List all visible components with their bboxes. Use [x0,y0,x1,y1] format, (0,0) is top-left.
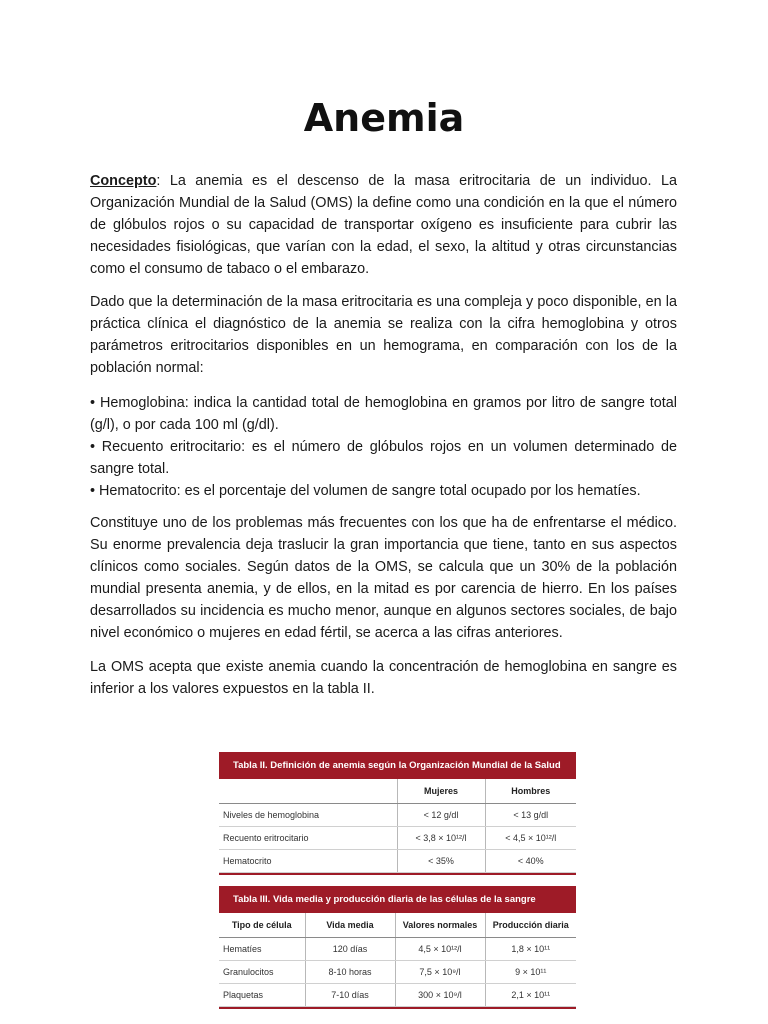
table-cell: 7,5 × 10⁹/l [395,961,485,984]
column-header [219,779,397,804]
table-row [219,938,576,961]
table-bottom-rule [219,1007,576,1009]
table-cell: 4,5 × 10¹²/l [395,938,485,961]
oms-text: La OMS acepta que existe anemia cuando la concentración de hemoglobina en sangre es inferior a los valores expuestos en la tabla II. [90,659,677,697]
column-header: Valores normales [395,913,485,938]
table-bottom-rule [219,873,576,875]
table-cell: < 4,5 × 10¹²/l [485,827,576,850]
table-cell: Granulocitos [219,961,305,984]
table-cell: < 12 g/dl [397,804,485,827]
column-header: Vida media [305,913,395,938]
diagnosis-paragraph [90,291,677,379]
table-title: Tabla II. Definición de anemia según la Organización Mundial de la Salud [219,752,576,779]
table-cell: Hematíes [219,938,305,961]
table-row [219,850,576,873]
table-cell: 120 días [305,938,395,961]
oms-paragraph [90,656,677,700]
table-cell: Recuento eritrocitario [219,827,397,850]
column-header: Producción diaria [485,913,576,938]
diagnosis-text: Dado que la determinación de la masa eritrocitaria es una compleja y poco disponible, en la práctica clínica el diagnóstico de la anemia se realiza con la cifra hemoglobina y otros parámetros eritrocitarios disponibles en un hemograma, en comparación con los de la población normal: [90,294,677,376]
table-blood-cells [219,886,576,1009]
table-cell: 7-10 días [305,984,395,1007]
table-cell: 8-10 horas [305,961,395,984]
table-header-row [219,913,576,938]
table-cell: 2,1 × 10¹¹ [485,984,576,1007]
table-cell: < 13 g/dl [485,804,576,827]
concept-text: : La anemia es el descenso de la masa eritrocitaria de un individuo. La Organización Mundial de la Salud (OMS) la define como una condición en la que el número de glóbulos rojos o su capacidad de transportar oxígeno es insuficiente para cubrir las necesidades fisiológicas, que varían con la edad, el sexo, la altitud y otras circunstancias como el consumo de tabaco o el embarazo. [90,173,677,277]
table-cell: Hematocrito [219,850,397,873]
column-header: Hombres [485,779,576,804]
table [219,779,576,873]
list-item: • Hematocrito: es el porcentaje del volumen de sangre total ocupado por los hematíes. [90,483,641,499]
table-cell: 9 × 10¹¹ [485,961,576,984]
prevalence-text: Constituye uno de los problemas más frecuentes con los que ha de enfrentarse el médico. Su enorme prevalencia deja traslucir la gran importancia que tiene, tanto en sus aspectos clínicos como sociales. Según datos de la OMS, se calcula que un 30% de la población mundial presenta anemia, y de ellos, en la mitad es por carencia de hierro. En los países desarrollados su incidencia es mucho menor, aunque en algunos sectores sociales, de bajo nivel económico o mujeres en edad fértil, se acerca a las cifras anteriores. [90,515,677,641]
table-cell: Plaquetas [219,984,305,1007]
prevalence-paragraph [90,512,677,644]
column-header: Mujeres [397,779,485,804]
concept-paragraph [90,170,677,280]
column-header: Tipo de célula [219,913,305,938]
table-cell: < 40% [485,850,576,873]
list-item: • Recuento eritrocitario: es el número de glóbulos rojos en un volumen determinado de sangre total. [90,439,677,477]
table-row [219,804,576,827]
table-title: Tabla III. Vida media y producción diaria de las células de la sangre [219,886,576,913]
table [219,913,576,1007]
table-row [219,827,576,850]
table-row [219,984,576,1007]
concept-label: Concepto [90,173,157,189]
table-cell: 300 × 10⁹/l [395,984,485,1007]
table-cell: < 3,8 × 10¹²/l [397,827,485,850]
page-title: Anemia [303,96,465,140]
table-header-row [219,779,576,804]
table-row [219,961,576,984]
parameter-list [90,392,677,502]
table-cell: < 35% [397,850,485,873]
list-item: • Hemoglobina: indica la cantidad total de hemoglobina en gramos por litro de sangre total (g/l), o por cada 100 ml (g/dl). [90,395,677,433]
table-anemia-definition [219,752,576,875]
table-cell: Niveles de hemoglobina [219,804,397,827]
table-cell: 1,8 × 10¹¹ [485,938,576,961]
